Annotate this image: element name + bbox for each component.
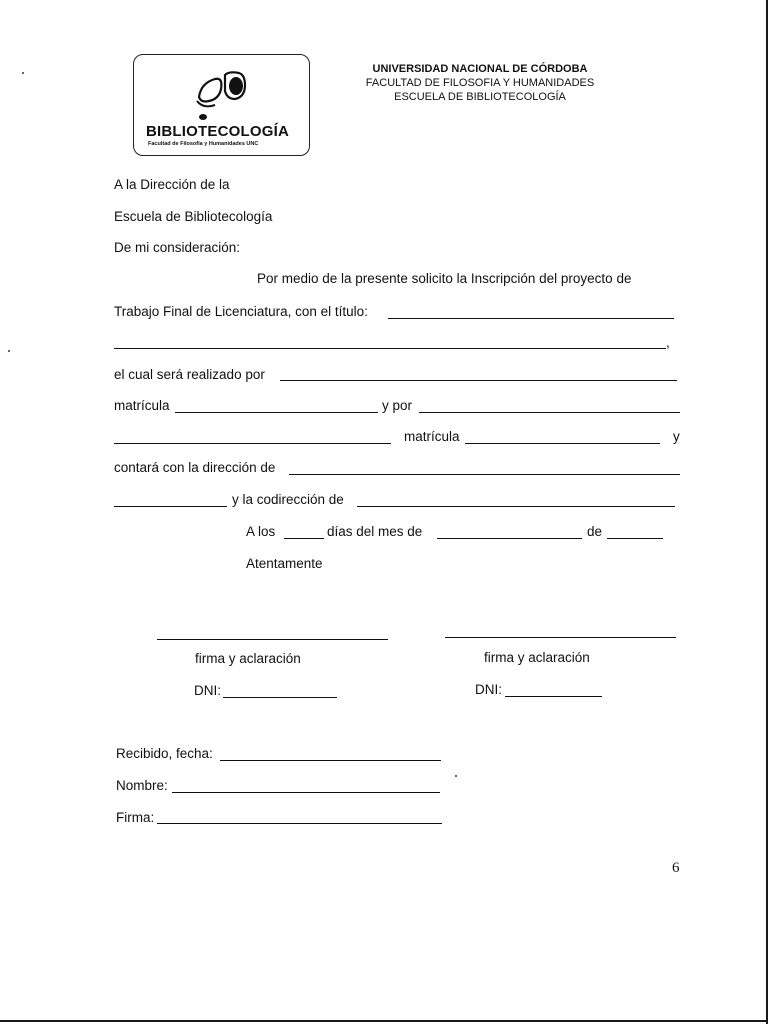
scan-speck [8, 350, 10, 352]
signature-label-left: firma y aclaración [195, 651, 301, 666]
title-label: Trabajo Final de Licenciatura, con el título: [114, 304, 368, 319]
received-label: Recibido, fecha: [116, 746, 213, 761]
codirector-field[interactable] [357, 506, 675, 507]
school-name: ESCUELA DE BIBLIOTECOLOGÍA [394, 91, 566, 103]
director-field-2[interactable] [114, 506, 227, 507]
title-comma: , [666, 335, 670, 350]
y-label: y [673, 429, 680, 444]
dni-label-right: DNI: [475, 682, 502, 697]
scan-edge-bottom [0, 1020, 768, 1022]
signature-line-left[interactable] [157, 639, 388, 640]
addressee-line-2: Escuela de Bibliotecología [114, 209, 273, 224]
date-year-field[interactable] [607, 538, 663, 539]
title-field-2[interactable] [114, 348, 666, 349]
matricula-label-2: matrícula [404, 429, 460, 444]
page-number: 6 [672, 860, 680, 876]
author-field[interactable] [280, 380, 677, 381]
and-by-label: y por [382, 398, 413, 413]
dni-label-left: DNI: [194, 683, 221, 698]
signature-label-right: firma y aclaración [484, 650, 590, 665]
university-name: UNIVERSIDAD NACIONAL DE CÓRDOBA [372, 63, 588, 75]
author-label: el cual será realizado por [114, 367, 265, 382]
date-dias: días del mes de [327, 524, 423, 539]
date-day-field[interactable] [284, 538, 324, 539]
codirector-label: y la codirección de [232, 492, 344, 507]
matricula-label: matrícula [114, 398, 170, 413]
second-author-field[interactable] [419, 412, 680, 413]
dni-field-right[interactable] [505, 696, 602, 697]
director-label: contará con la dirección de [114, 460, 276, 475]
date-month-field[interactable] [437, 538, 582, 539]
closing: Atentamente [246, 556, 323, 571]
signature-line-right[interactable] [445, 637, 676, 638]
matricula-field[interactable] [175, 412, 378, 413]
date-de: de [587, 524, 603, 539]
school-logo [133, 54, 310, 156]
date-a-los: A los [246, 524, 276, 539]
name-label: Nombre: [116, 778, 168, 793]
greeting: De mi consideración: [114, 240, 241, 255]
library-logo-icon [189, 65, 269, 125]
matricula-field-2[interactable] [465, 443, 660, 444]
director-field[interactable] [289, 474, 680, 475]
logo-title: BIBLIOTECOLOGÍA [146, 123, 289, 140]
dni-field-left[interactable] [223, 697, 337, 698]
logo-subtitle: Facultad de Filosofía y Humanidades UNC [148, 141, 259, 147]
second-author-field-2[interactable] [114, 443, 391, 444]
received-date-field[interactable] [220, 760, 441, 761]
scan-speck [22, 72, 24, 74]
faculty-name: FACULTAD DE FILOSOFIA Y HUMANIDADES [365, 77, 595, 89]
title-field-1[interactable] [388, 318, 674, 319]
scan-speck [455, 775, 457, 777]
body-intro: Por medio de la presente solicito la Inscripción del proyecto de [257, 271, 632, 286]
institution-header [330, 62, 630, 104]
name-field[interactable] [172, 792, 440, 793]
signature-field[interactable] [157, 823, 442, 824]
signature-label: Firma: [116, 810, 155, 825]
addressee-line-1: A la Dirección de la [114, 177, 230, 192]
